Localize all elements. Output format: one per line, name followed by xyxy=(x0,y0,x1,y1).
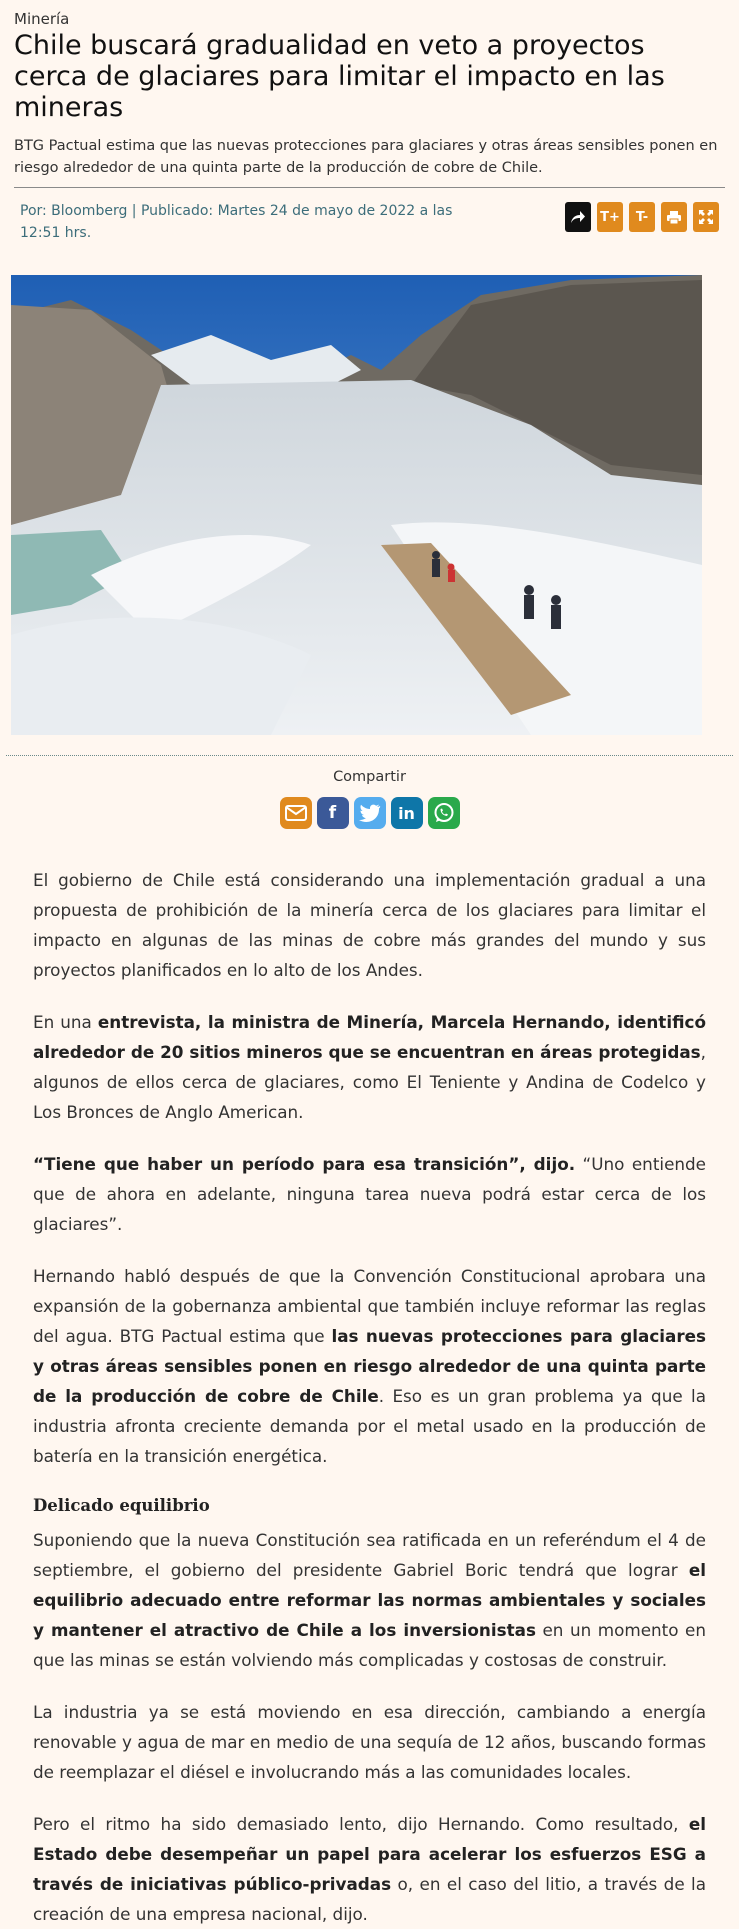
paragraph-5-highlight: el equilibrio adecuado entre reformar las normas ambientales y sociales y mantener el atractivo de Chile a los inversionistas xyxy=(33,1560,706,1640)
paragraph-3-text: “Uno entiende que de ahora en adelante, ninguna tarea nueva podrá estar cerca de los glaciares”. xyxy=(33,1154,706,1234)
text-smaller-button[interactable]: T- xyxy=(629,202,655,232)
paragraph-2 xyxy=(33,1007,706,1127)
paragraph-3 xyxy=(33,1149,706,1239)
paragraph-2-text: En una xyxy=(33,1012,98,1032)
paragraph-2-text-end: , algunos de ellos cerca de glaciares, como El Teniente y Andina de Codelco y Los Bronces de Anglo American. xyxy=(33,1042,706,1122)
paragraph-5 xyxy=(33,1525,706,1675)
paragraph-4 xyxy=(33,1261,706,1471)
twitter-glyph xyxy=(359,804,381,822)
paragraph-1: El gobierno de Chile está considerando una implementación gradual a una propuesta de prohibición de la minería cerca de los glaciares para limitar el impacto en algunas de las minas de cobre más grandes del mundo y sus proyectos planificados en lo alto de los Andes. xyxy=(33,870,706,980)
paragraph-7-text: Pero el ritmo ha sido demasiado lento, dijo Hernando. Como resultado, xyxy=(33,1814,689,1834)
share-icons xyxy=(0,797,739,829)
article-tools xyxy=(565,200,719,232)
paragraph-6: La industria ya se está moviendo en esa dirección, cambiando a energía renovable y agua de mar en medio de una sequía de 12 años, buscando formas de reemplazar el diésel e involucrando más a las comunidades locales. xyxy=(33,1702,706,1782)
share-arrow-icon[interactable] xyxy=(565,202,591,232)
byline: Por: Bloomberg | Publicado: Martes 24 de mayo de 2022 a las 12:51 hrs. xyxy=(20,203,453,241)
paragraph-4-text: Hernando habló después de que la Convención Constitucional aprobara una expansión de la gobernanza ambiental que también incluye reformar las reglas del agua. BTG Pactual estima que xyxy=(33,1266,706,1346)
category-label[interactable]: Minería xyxy=(14,10,70,28)
paragraph-5-text: Suponiendo que la nueva Constitución sea ratificada en un referéndum el 4 de septiembre, el gobierno del presidente Gabriel Boric tendrá que lograr xyxy=(33,1530,706,1580)
paragraph-4-highlight: las nuevas protecciones para glaciares y otras áreas sensibles ponen en riesgo alrededor de una quinta parte de la producción de cobre de Chile xyxy=(33,1326,706,1406)
paragraph-7-text-end: o, en el caso del litio, a través de la creación de una empresa nacional, dijo. xyxy=(33,1874,706,1924)
share-arrow-glyph xyxy=(570,210,586,224)
email-glyph xyxy=(285,805,307,821)
whatsapp-icon[interactable] xyxy=(428,797,460,829)
text-bigger-button[interactable]: T+ xyxy=(597,202,623,232)
email-icon[interactable] xyxy=(280,797,312,829)
paragraph-4-text-end: . Eso es un gran problema ya que la industria afronta creciente demanda por el metal usado en la producción de batería en la transición energética. xyxy=(33,1386,706,1466)
printer-glyph xyxy=(666,210,682,225)
share-label: Compartir xyxy=(333,769,406,785)
article-header xyxy=(0,0,739,258)
article-subtitle: BTG Pactual estima que las nuevas protecciones para glaciares y otras áreas sensibles ponen en riesgo alrededor de una quinta parte de la producción de cobre de Chile. xyxy=(14,138,718,176)
article-title: Chile buscará gradualidad en veto a proyectos cerca de glaciares para limitar el impacto en las mineras xyxy=(14,30,665,123)
whatsapp-glyph xyxy=(433,802,455,824)
printer-icon[interactable] xyxy=(661,202,687,232)
paragraph-5-text-end: en un momento en que las minas se están volviendo más complicadas y costosas de construir. xyxy=(33,1620,706,1670)
paragraph-2-highlight: entrevista, la ministra de Minería, Marcela Hernando, identificó alrededor de 20 sitios mineros que se encuentran en áreas protegidas xyxy=(33,1012,706,1062)
facebook-icon[interactable]: f xyxy=(317,797,349,829)
share-divider xyxy=(6,755,733,756)
meta-row xyxy=(14,188,725,258)
linkedin-icon[interactable]: in xyxy=(391,797,423,829)
paragraph-7 xyxy=(33,1809,706,1929)
section-heading: Delicado equilibrio xyxy=(33,1496,210,1515)
twitter-icon[interactable] xyxy=(354,797,386,829)
expand-glyph xyxy=(698,209,714,225)
glacier-photo xyxy=(11,275,702,735)
paragraph-3-quote: “Tiene que haber un período para esa transición”, dijo. xyxy=(33,1154,576,1174)
expand-icon[interactable] xyxy=(693,202,719,232)
article-body xyxy=(0,865,739,1929)
paragraph-7-highlight: el Estado debe desempeñar un papel para acelerar los esfuerzos ESG a través de iniciativas público-privadas xyxy=(33,1814,706,1894)
